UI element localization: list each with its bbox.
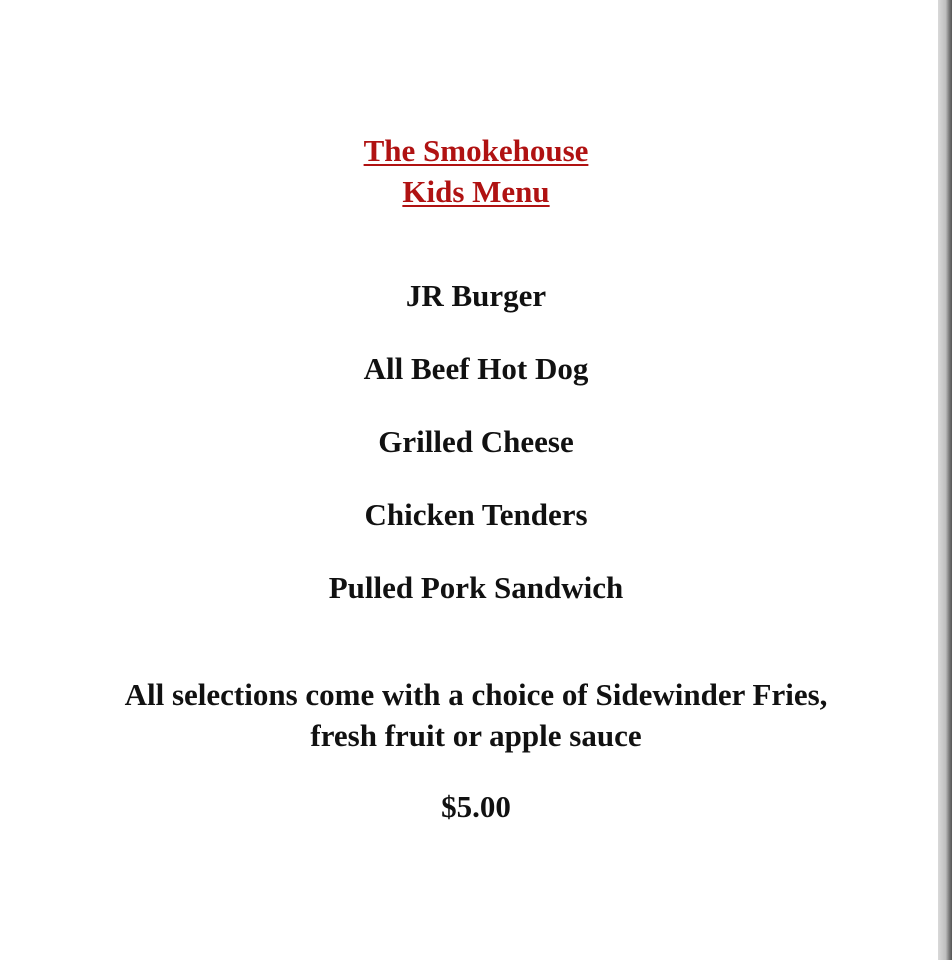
sides-note-line: All selections come with a choice of Sidewinder Fries, bbox=[124, 677, 828, 712]
menu-title bbox=[0, 130, 952, 212]
menu-item: Grilled Cheese bbox=[378, 424, 574, 459]
page-edge-shadow bbox=[938, 0, 952, 960]
sides-note bbox=[0, 674, 952, 756]
menu-price: $5.00 bbox=[441, 789, 511, 824]
sides-note-line: fresh fruit or apple sauce bbox=[310, 718, 642, 753]
menu-item: Chicken Tenders bbox=[364, 497, 588, 532]
menu-item-list bbox=[0, 275, 952, 640]
restaurant-name: The Smokehouse bbox=[363, 133, 589, 168]
menu-item: Pulled Pork Sandwich bbox=[328, 570, 624, 605]
menu-item: All Beef Hot Dog bbox=[363, 351, 589, 386]
menu-item: JR Burger bbox=[405, 278, 547, 313]
menu-name: Kids Menu bbox=[402, 174, 550, 209]
